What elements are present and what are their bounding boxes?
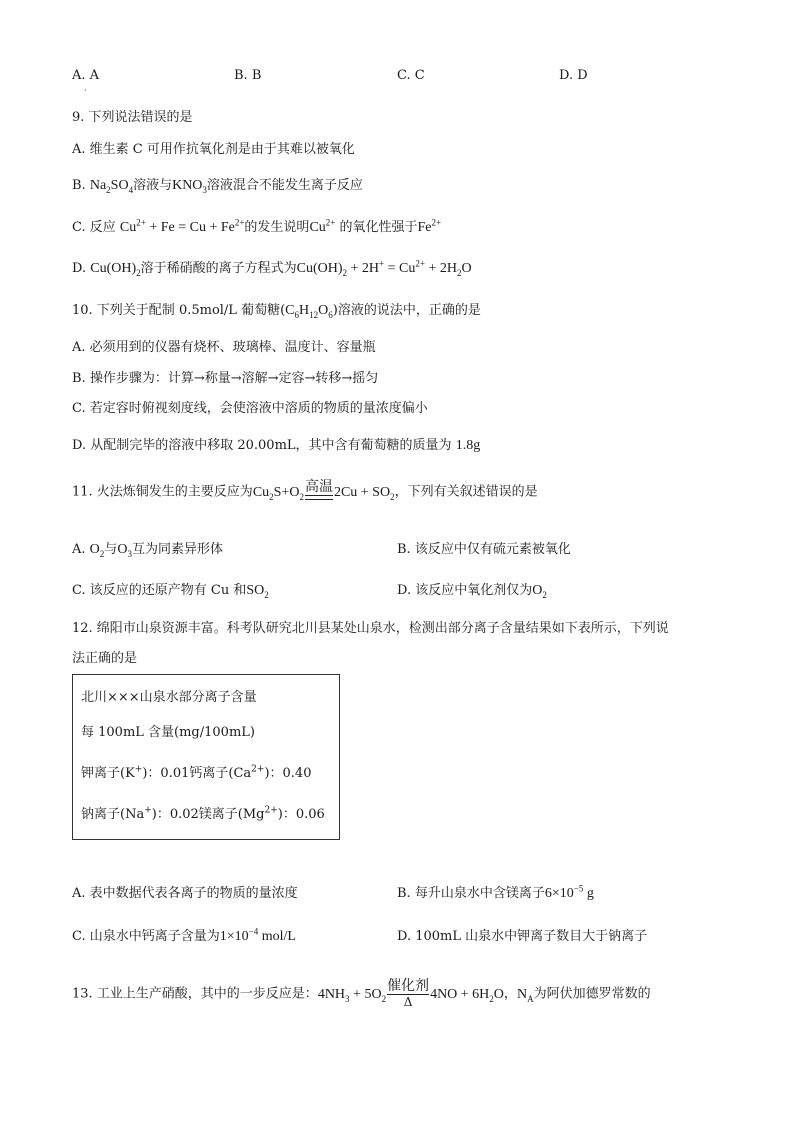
q11-option-b: B. 该反应中仅有硫元素被氧化 xyxy=(397,542,571,557)
q8-option-d: D. D xyxy=(559,68,588,83)
q8-option-c: C. C xyxy=(397,68,425,83)
table-row-na-mg: 钠离子(Na+)：0.02镁离子$(Mg^{2+})$：0.06 xyxy=(81,805,325,822)
q9-option-c: C. 反应 $Cu^{2+} + Fe = Cu + Fe^{2+}$的发生说明$Cu^{2+}$ 的氧化性强于$Fe^{2+}$ xyxy=(72,217,442,235)
q12-option-c: C. 山泉水中钙离子含量为$1\times 10^{-4}$ mol/L xyxy=(72,926,296,944)
q11-option-c: C. 该反应的还原产物有 Cu 和$SO_2$ xyxy=(72,583,269,600)
q10-option-a: A. 必须用到的仪器有烧杯、玻璃棒、温度计、容量瓶 xyxy=(72,340,376,355)
q8-option-b: B. B xyxy=(234,68,262,83)
q12-option-b: B. 每升山泉水中含镁离子$6\times 10^{-5}$ g xyxy=(397,883,594,901)
dot-mark: · xyxy=(84,86,87,95)
reaction-condition-catalyst: 催化剂 Δ xyxy=(387,978,430,1009)
q10-stem: 10. 下列关于配制 0.5mol/L 葡萄糖$(C_6H_{12}O_6)$溶液的说法中，正确的是 xyxy=(72,303,481,320)
q10-option-c: C. 若定容时俯视刻度线，会使溶液中溶质的物质的量浓度偏小 xyxy=(72,401,428,416)
q9-stem: 9. 下列说法错误的是 xyxy=(72,110,193,125)
q13-stem: 13. 工业上生产硝酸，其中的一步反应是：$4NH_3 + 5O_2$ 催化剂 Δ $4NO + 6H_2O$，$N_A$为阿伏加德罗常数的 xyxy=(72,978,651,1009)
ion-content-table xyxy=(72,674,340,840)
q12-option-d: D. 100mL 山泉水中钾离子数目大于钠离子 xyxy=(397,929,648,944)
q11-option-d: D. 该反应中氧化剂仅为$O_2$ xyxy=(397,583,547,600)
q9-option-b: B. $Na_2SO_4$溶液与$KNO_3$溶液混合不能发生离子反应 xyxy=(72,178,363,195)
q9-option-a: A. 维生素 C 可用作抗氧化剂是由于其难以被氧化 xyxy=(72,142,355,157)
table-unit: 每 100mL 含量(mg/100mL) xyxy=(81,725,255,740)
table-title: 北川×××山泉水部分离子含量 xyxy=(81,690,257,705)
q12-stem-line1: 12. 绵阳市山泉资源丰富。科考队研究北川县某处山泉水，检测出部分离子含量结果如下表所示，下列说 xyxy=(72,621,669,636)
table-row-k-ca: 钾离子(K+)：0.01钙离子$(Ca^{2+})$：0.40 xyxy=(81,764,312,781)
reaction-condition-high-temp: 高温 xyxy=(305,480,333,504)
q10-option-d: D. 从配制完毕的溶液中移取 20.00mL，其中含有葡萄糖的质量为 1.8g xyxy=(72,438,481,453)
q12-option-a: A. 表中数据代表各离子的物质的量浓度 xyxy=(72,886,298,901)
q11-stem: 11. 火法炼铜发生的主要反应为$Cu_2S+O_2$ 高温 $2Cu + SO_2$，下列有关叙述错误的是 xyxy=(72,480,538,504)
q11-option-a: A. $O_2$与$O_3$互为同素异形体 xyxy=(72,542,223,559)
q12-stem-line2: 法正确的是 xyxy=(72,651,138,666)
q8-option-a: A. A xyxy=(72,68,100,83)
q9-option-d: D. $Cu(OH)_2$溶于稀硝酸的离子方程式为$Cu(OH)_2 + 2H^+ = Cu^{2+} + 2H_2O$ xyxy=(72,258,472,278)
q10-option-b: B. 操作步骤为：计算→称量→溶解→定容→转移→摇匀 xyxy=(72,371,379,386)
